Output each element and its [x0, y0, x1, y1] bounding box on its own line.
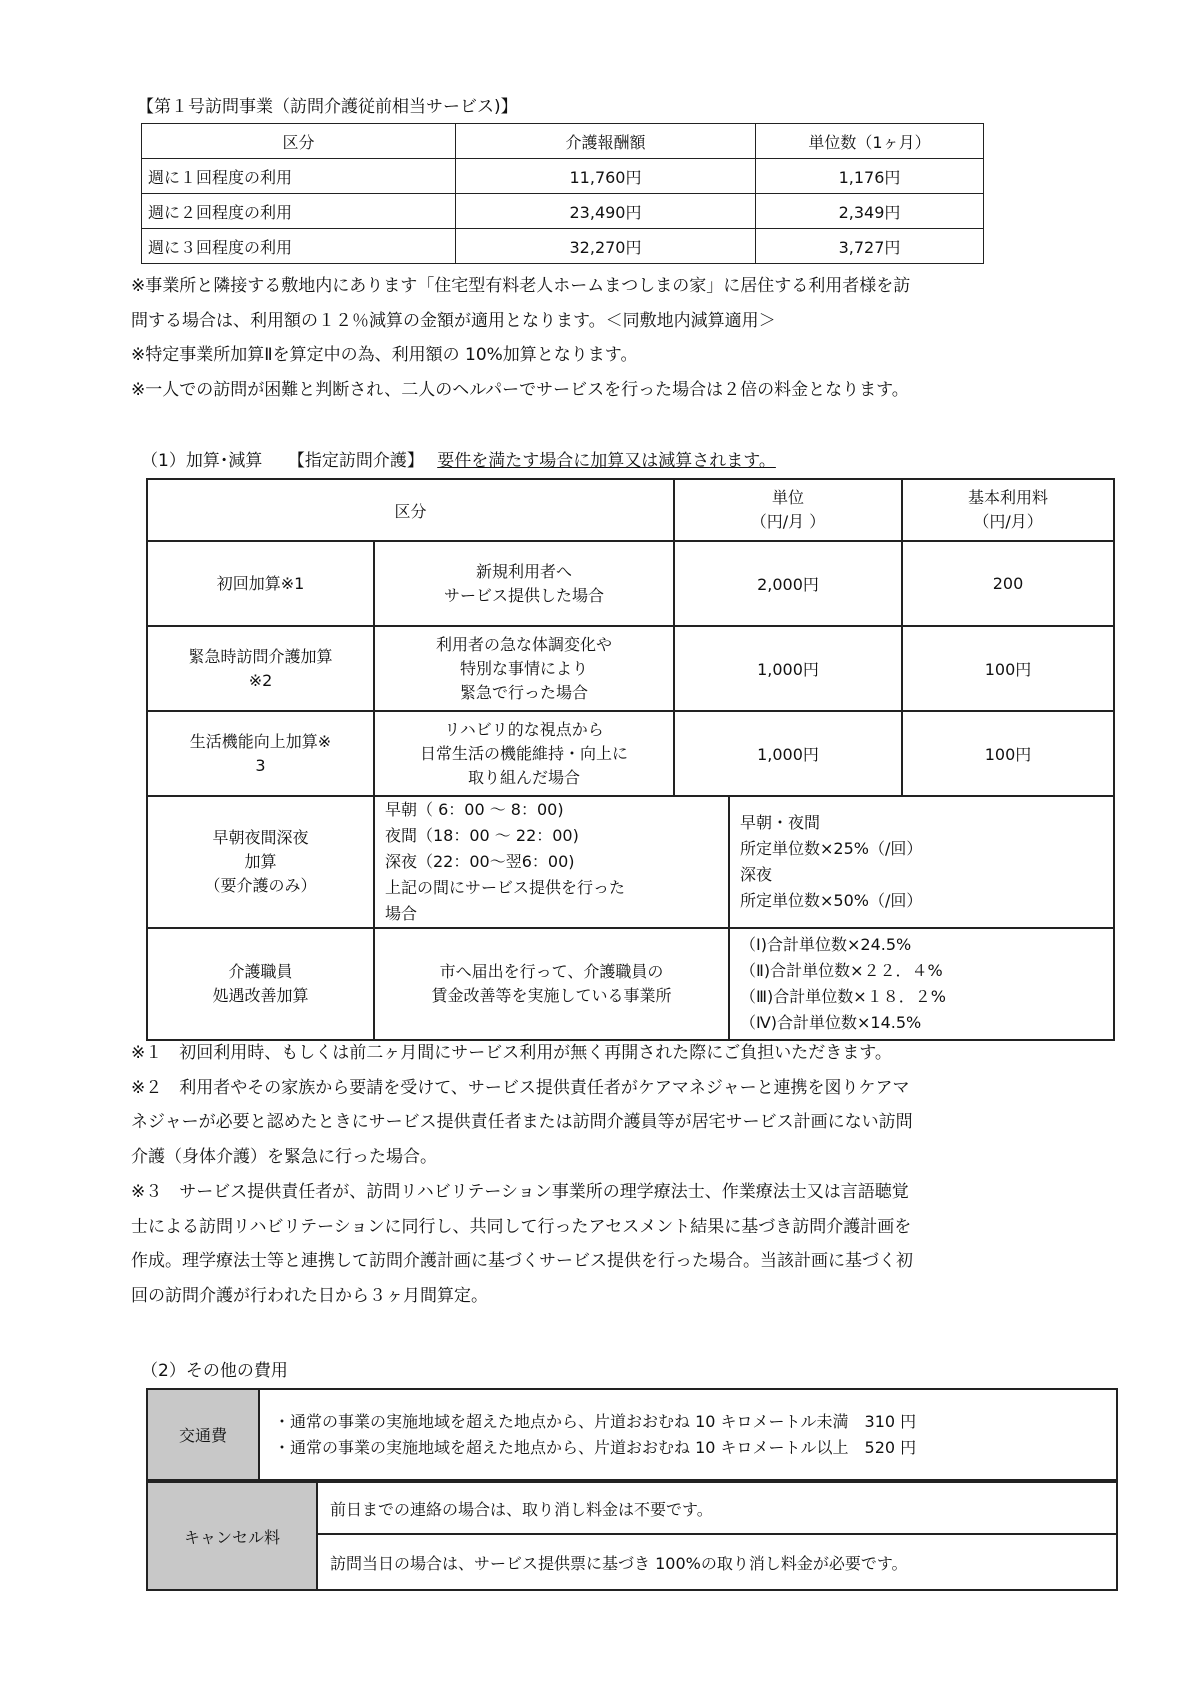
- s2-note: ※１ 初回利用時、もしくは前二ヶ月間にサービス利用が無く再開された際にご負担いただきます。: [131, 1043, 892, 1063]
- kasan-early-name: 早朝夜間深夜 加算 （要介護のみ）: [147, 796, 374, 928]
- cancel-line: 前日までの連絡の場合は、取り消し料金は不要です。: [317, 1482, 1117, 1534]
- s1-header-fee: 介護報酬額: [456, 124, 756, 159]
- s1-row-label: 週に３回程度の利用: [142, 229, 456, 264]
- kasan-row-desc: 利用者の急な体調変化や 特別な事情により 緊急で行った場合: [374, 626, 674, 711]
- s1-row-label: 週に１回程度の利用: [142, 159, 456, 194]
- s2-note: ※２ 利用者やその家族から要請を受けて、サービス提供責任者がケアマネジャーと連携を図りケアマ: [131, 1078, 910, 1098]
- s1-note: 問する場合は、利用額の１２％減算の金額が適用となります。＜同敷地内減算適用＞: [131, 311, 776, 331]
- kasan-table: [146, 478, 1115, 1041]
- s1-row-units: 2,349円: [756, 194, 984, 229]
- kasan-row-unit: 1,000円: [674, 711, 902, 796]
- s1-row-units: 3,727円: [756, 229, 984, 264]
- kasan-row-name: 初回加算※1: [147, 541, 374, 626]
- cancel-line: 訪問当日の場合は、サービス提供票に基づき 100%の取り消し料金が必要です。: [317, 1534, 1117, 1590]
- cancel-label: キャンセル料: [147, 1482, 317, 1590]
- section2-heading-a: （1）加算･減算 【指定訪問介護】: [141, 451, 424, 471]
- kasan-early-rate: 早朝・夜間 所定単位数×25%（/回） 深夜 所定単位数×50%（/回）: [729, 796, 1114, 928]
- kasan-row-name: 生活機能向上加算※ 3: [147, 711, 374, 796]
- s2-note: ネジャーが必要と認めたときにサービス提供責任者または訪問介護員等が居宅サービス計画にない訪問: [131, 1112, 913, 1132]
- s1-note: ※特定事業所加算Ⅱを算定中の為、利用額の 10%加算となります。: [131, 345, 638, 365]
- s1-row-fee: 23,490円: [456, 194, 756, 229]
- s2-note: 作成。理学療法士等と連携して訪問介護計画に基づくサービス提供を行った場合。当該計画に基づく初: [131, 1251, 913, 1271]
- kasan-early-desc: 早朝（ 6：00 〜 8：00) 夜間（18：00 〜 22：00) 深夜（22：00〜翌6：00) 上記の間にサービス提供を行った 場合: [374, 796, 729, 928]
- transport-label: 交通費: [147, 1389, 259, 1480]
- s2-note: 介護（身体介護）を緊急に行った場合。: [131, 1147, 437, 1167]
- s1-row-fee: 32,270円: [456, 229, 756, 264]
- section1-title: 【第１号訪問事業（訪問介護従前相当サービス)】: [137, 97, 518, 117]
- section2-heading-b: 要件を満たす場合に加算又は減算されます。: [437, 451, 776, 471]
- kasan-row-unit: 2,000円: [674, 541, 902, 626]
- s2-note: 士による訪問リハビリテーションに同行し、共同して行ったアセスメント結果に基づき訪問介護計画を: [131, 1217, 912, 1237]
- kasan-kaigo-rate: （Ⅰ)合計単位数×24.5% （Ⅱ)合計単位数×２２．４% （Ⅲ)合計単位数×１８．２% （Ⅳ)合計単位数×14.5%: [729, 928, 1114, 1040]
- s1-row-units: 1,176円: [756, 159, 984, 194]
- s2-note: 回の訪問介護が行われた日から３ヶ月間算定。: [131, 1286, 488, 1306]
- s1-note: ※一人での訪問が困難と判断され、二人のヘルパーでサービスを行った場合は２倍の料金となります。: [131, 380, 909, 400]
- kasan-row-desc: リハビリ的な視点から 日常生活の機能維持・向上に 取り組んだ場合: [374, 711, 674, 796]
- kasan-kaigo-name: 介護職員 処遇改善加算: [147, 928, 374, 1040]
- kasan-row-name: 緊急時訪問介護加算 ※2: [147, 626, 374, 711]
- kasan-row-fee: 100円: [902, 711, 1114, 796]
- cancel-table: [146, 1481, 1118, 1591]
- section2-heading: [141, 450, 776, 472]
- section3-heading: （2）その他の費用: [141, 1361, 288, 1381]
- s1-note: ※事業所と隣接する敷地内にあります「住宅型有料老人ホームまつしまの家」に居住する利用者様を訪: [131, 276, 911, 296]
- kasan-kaigo-desc: 市へ届出を行って、介護職員の 賃金改善等を実施している事業所: [374, 928, 729, 1040]
- kasan-row-unit: 1,000円: [674, 626, 902, 711]
- s2-note: ※３ サービス提供責任者が、訪問リハビリテーション事業所の理学療法士、作業療法士又は言語聴覚: [131, 1182, 909, 1202]
- kasan-row-desc: 新規利用者へ サービス提供した場合: [374, 541, 674, 626]
- kasan-header-basic-fee: 基本利用料 （円/月）: [902, 479, 1114, 541]
- kasan-header-kubun: 区分: [147, 479, 674, 541]
- kasan-header-unit: 単位 （円/月 ）: [674, 479, 902, 541]
- s1-row-label: 週に２回程度の利用: [142, 194, 456, 229]
- s1-header-units: 単位数（1ヶ月）: [756, 124, 984, 159]
- kasan-row-fee: 100円: [902, 626, 1114, 711]
- s1-row-fee: 11,760円: [456, 159, 756, 194]
- transport-details: ・通常の事業の実施地域を超えた地点から、片道おおむね 10 キロメートル未満 310 円 ・通常の事業の実施地域を超えた地点から、片道おおむね 10 キロメートル以上 520 円: [259, 1389, 1117, 1480]
- section1-table: [141, 123, 984, 264]
- transport-table: [146, 1388, 1118, 1481]
- kasan-row-fee: 200: [902, 541, 1114, 626]
- s1-header-kubun: 区分: [142, 124, 456, 159]
